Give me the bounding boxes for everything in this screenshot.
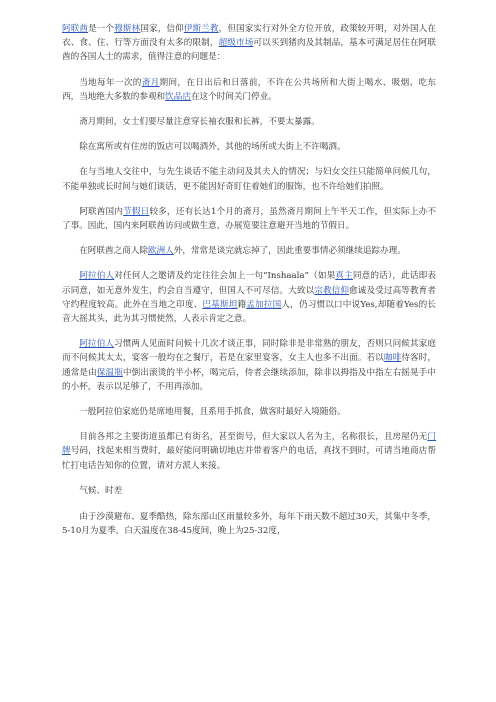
text-run: 中倒出滚烫的半小杯，喝完后，侍者会继续添加，除非以拇指及中指左右摇晃手中的小杯，表示以足够了，不用再添加。 [62,367,436,392]
paragraph [62,76,436,104]
text-run: 籍 [237,299,247,310]
text-run: 由于沙漠避布、夏季酷热，除东部山区雨量较多外，每年下雨天数不超过30天，其集中冬季，5-10月为夏季，白天温度在38-45度间，晚上为25-32度， [62,512,436,537]
text-run: 气候、时差 [79,485,123,496]
keyword-link[interactable]: 真主 [335,271,353,282]
paragraph [62,115,436,129]
section-heading [62,484,436,498]
keyword-link[interactable]: 欧洲人 [147,246,174,257]
text-run: 待客时，通常是由 [62,353,436,378]
text-run: 外，常常是谈完就忘掉了，因此重要事情必须继续追踪办理。 [173,246,406,257]
keyword-link[interactable]: 超级市场 [218,38,254,49]
text-run: 阿联酋国内 [79,206,124,217]
keyword-link[interactable]: 巴基斯坦 [202,299,238,310]
paragraph [62,510,436,538]
text-run: 在阿联酋之商人除 [79,246,148,257]
text-run: 目前各邦之主要街道虽都已有街名，甚至街号，但大家以人名为主，名称很长，且房屋仍无 [79,432,428,443]
keyword-link[interactable]: 伊斯兰教 [183,24,219,34]
text-run: 在这个时间关门停业。 [190,91,277,102]
text-run: 期间，在日出后和日落前，不许在公共场所和大街上喝水、吸烟、吃东西，当地绝大多数的参观和 [62,77,436,102]
keyword-link[interactable]: 宗教信仰 [314,285,350,296]
paragraph [62,165,436,193]
paragraph [62,430,436,473]
keyword-link[interactable]: 饮品店 [165,91,191,102]
text-run: 在与当地人交往中，与先生谈话不能主动问及其夫人的情况；与妇女交往只能简单问候几句，不能单独或长时间与她们谈话，更不能因好奇盯住着她们的服饰，也不许给她们拍照。 [62,167,436,192]
keyword-link[interactable]: 斋月 [141,77,160,88]
text-run: 同意的话），此话即表示同意，如无意外发生，约会自当遵守，但国人不可尽信。大致以 [62,271,437,296]
text-run: 可以买到猪肉及其制品，基本可满足居住在阿联酋的各国人士的需求，值得注意的问题是： [62,38,436,63]
paragraph [62,22,436,65]
text-run: 除在寓所或有住房的饭店可以喝酒外，其他的场所或大街上不许喝酒。 [79,142,346,153]
text-run: 习惯两人见面时问候十几次才谈正事，同时除非是非常熟的朋友，否则只问候其家庭而不问候其太太，宴客一般均在之餐厅，若是在家里宴客，女主人也多不出面。若以 [62,339,436,364]
text-run: 人，仍习惯以口中说Yes,却随着Yes的长音大摇其头，此为其习惯使然，人表示肯定之意。 [62,299,436,325]
keyword-link[interactable]: 节假日 [123,206,150,217]
keyword-link[interactable]: 孟加拉国 [246,299,282,310]
paragraph [62,140,436,154]
keyword-link[interactable]: 穆斯林 [114,24,141,34]
keyword-link[interactable]: 保温瓶 [96,367,123,378]
text-run: ，但国家实行对外全方位开放，政策较开明，对外国人在衣、食、住、行等方面没有太多的限制， [62,24,436,49]
text-run: 国家，信仰 [140,24,184,34]
paragraph [62,205,436,233]
text-run: 一般阿拉伯家庭仍是席地用餐，且系用手抓食，做客时最好入境随俗。 [79,407,346,418]
keyword-link[interactable]: 阿拉伯人 [79,339,115,350]
keyword-link[interactable]: 门牌 [62,432,436,457]
keyword-link[interactable]: 咖啡 [383,353,402,364]
paragraph [62,405,436,419]
keyword-link[interactable]: 阿联酋 [62,24,89,34]
text-run: 较多，还有长达1个月的斋月，虽然斋月期间上午半天工作，但实际上办不了事。因此，国内来阿联酋访问或做生意，办展览要注意避开当地的节假日。 [62,206,436,232]
text-run: 愈诚及受过高等教育者守约程度较高。此外在当地之印度、 [62,285,436,310]
paragraph [62,269,436,326]
keyword-link[interactable]: 阿拉伯人 [79,271,115,282]
paragraph [62,244,436,258]
document-body [62,22,436,549]
paragraph [62,337,436,394]
text-run: 当地每年一次的 [79,77,142,88]
text-run: 对任何人之邀请及约定往往会加上一句“Inshaala”（如果 [114,271,336,282]
text-run: 斋月期间，女士们要尽量注意穿长袖衣服和长裤，不要太暴露。 [79,117,320,128]
text-run: 号码，找起来相当费时，最好能问明确切地店并带着客户的电话，真找不到时，可请当地商店帮忙打电话告知你的位置，请对方派人来接。 [62,446,436,471]
text-run: 是一个 [88,24,115,34]
